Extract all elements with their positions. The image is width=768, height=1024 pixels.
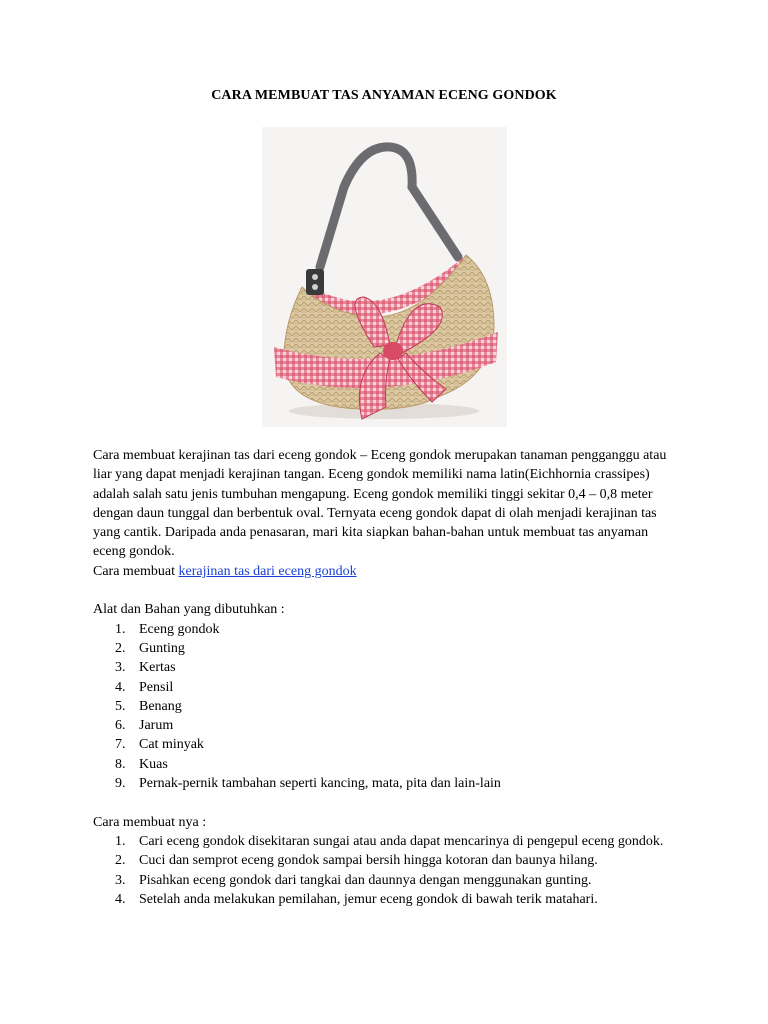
list-item xyxy=(93,890,683,909)
document-title: CARA MEMBUAT TAS ANYAMAN ECENG GONDOK xyxy=(211,88,557,103)
tools-list xyxy=(93,620,683,794)
list-text: Cuci dan semprot eceng gondok sampai bersih hingga kotoran dan baunya hilang. xyxy=(139,853,598,869)
list-number: 1. xyxy=(115,621,126,637)
list-item xyxy=(93,639,683,658)
list-text: Gunting xyxy=(139,640,185,656)
list-text: Cat minyak xyxy=(139,737,204,753)
list-item xyxy=(93,716,683,735)
list-number: 3. xyxy=(115,660,126,676)
woven-handbag-icon xyxy=(262,127,507,427)
list-number: 4. xyxy=(115,891,126,907)
list-number: 9. xyxy=(115,776,126,792)
list-number: 3. xyxy=(115,872,126,888)
document-body xyxy=(93,446,683,909)
list-text: Cari eceng gondok disekitaran sungai atau anda dapat mencarinya di pengepul eceng gondok. xyxy=(139,833,664,849)
list-text: Pisahkan eceng gondok dari tangkai dan daunnya dengan menggunakan gunting. xyxy=(139,872,592,888)
list-item xyxy=(93,774,683,793)
list-text: Pernak-pernik tambahan seperti kancing, mata, pita dan lain-lain xyxy=(139,776,501,792)
list-text: Eceng gondok xyxy=(139,621,220,637)
list-number: 1. xyxy=(115,833,126,849)
list-item xyxy=(93,658,683,677)
list-number: 6. xyxy=(115,718,126,734)
steps-list xyxy=(93,832,683,909)
list-item xyxy=(93,735,683,754)
link-line xyxy=(93,562,683,581)
list-text: Kertas xyxy=(139,660,176,676)
list-item xyxy=(93,832,683,851)
kerajinan-link[interactable]: kerajinan tas dari eceng gondok xyxy=(178,563,357,579)
list-number: 8. xyxy=(115,756,126,772)
list-number: 2. xyxy=(115,853,126,869)
intro-paragraph: Cara membuat kerajinan tas dari eceng gondok – Eceng gondok merupakan tanaman pengganggu atau liar yang dapat menjadi kerajinan tangan. Eceng gondok memiliki nama latin(Eichhornia crassipes) adalah salah satu jenis tumbuhan mengapung. Eceng gondok memiliki tinggi sekitar 0,4 – 0,8 meter dengan daun tunggal dan berbentuk oval. Ternyata eceng gondok dapat di olah menjadi kerajinan tas yang cantik. Daripada anda penasaran, mari kita siapkan bahan-bahan untuk membuat tas anyaman eceng gondok. xyxy=(93,448,667,560)
list-item xyxy=(93,755,683,774)
list-number: 2. xyxy=(115,640,126,656)
link-prefix: Cara membuat xyxy=(93,563,179,579)
steps-heading: Cara membuat nya : xyxy=(93,814,207,830)
list-item xyxy=(93,697,683,716)
list-number: 4. xyxy=(115,679,126,695)
list-number: 5. xyxy=(115,698,126,714)
list-item xyxy=(93,871,683,890)
list-item xyxy=(93,851,683,870)
list-item xyxy=(93,678,683,697)
list-number: 7. xyxy=(115,737,126,753)
list-item xyxy=(93,620,683,639)
list-text: Jarum xyxy=(139,718,174,734)
tools-heading: Alat dan Bahan yang dibutuhkan : xyxy=(93,602,285,618)
list-text: Benang xyxy=(139,698,182,714)
list-text: Setelah anda melakukan pemilahan, jemur eceng gondok di bawah terik matahari. xyxy=(139,891,598,907)
list-text: Kuas xyxy=(139,756,168,772)
list-text: Pensil xyxy=(139,679,174,695)
handbag-image xyxy=(262,127,507,427)
